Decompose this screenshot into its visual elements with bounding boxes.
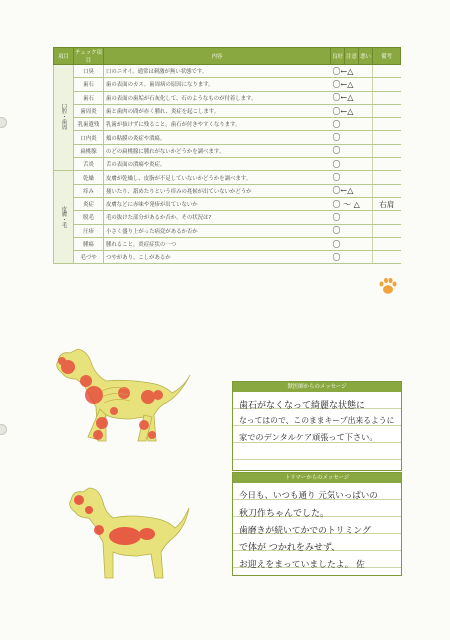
check-remark <box>373 104 401 117</box>
check-result-mark: 〇 <box>331 171 373 184</box>
check-item-description: 歯と歯肉の間が赤く腫れ、炎症を起こします。 <box>104 104 331 117</box>
check-item-name: 歯周炎 <box>74 104 104 117</box>
table-row <box>54 211 401 224</box>
check-item-description: 歯の表面のカス。歯周病の原因になります。 <box>104 78 331 91</box>
check-item-name: 歯石 <box>74 78 104 91</box>
header-check-item: チェック項目 <box>74 48 104 65</box>
table-row <box>54 197 401 210</box>
health-checklist-table <box>53 47 401 264</box>
check-remark <box>373 91 401 104</box>
check-remark <box>373 184 401 197</box>
check-item-description: 舌の表面の潰瘍や炎症。 <box>104 158 331 171</box>
check-item-name: 毛づや <box>74 251 104 264</box>
table-row <box>54 158 401 171</box>
check-item-name: 脱毛 <box>74 211 104 224</box>
table-row <box>54 144 401 157</box>
check-remark <box>373 158 401 171</box>
category-cell <box>54 65 74 171</box>
header-content: 内容 <box>104 48 331 65</box>
check-item-description: 腫れること。炎症症状の一つ <box>104 237 331 250</box>
category-label: 皮膚・毛 <box>60 205 67 228</box>
vet-message-line-1: 歯石がなくなって綺麗な状態に <box>239 401 366 411</box>
check-remark <box>373 224 401 237</box>
check-remark <box>373 65 401 78</box>
check-item-name: 舌炎 <box>74 158 104 171</box>
check-result-mark: 〇 <box>331 224 373 237</box>
trimmer-message-box <box>232 472 402 576</box>
category-cell <box>54 171 74 264</box>
check-item-name: 痒み <box>74 184 104 197</box>
binder-hole-top <box>0 117 7 128</box>
table-header-row <box>54 48 401 65</box>
check-result-mark: 〇 <box>331 144 373 157</box>
header-remarks: 備考 <box>373 48 401 65</box>
category-label: 口腔・歯周 <box>60 103 67 131</box>
table-row <box>54 251 401 264</box>
dog-diagram-organs <box>55 482 195 592</box>
table-row <box>54 184 401 197</box>
dog-diagram-body <box>40 345 200 460</box>
check-result-mark: 〇 <box>331 158 373 171</box>
table-row <box>54 65 401 78</box>
vet-message-box <box>232 381 402 471</box>
trimmer-message-line-3: 歯磨きが続いてかでのトリミング <box>239 526 371 536</box>
header-good: 良好 <box>331 48 345 65</box>
header-bad: 悪い <box>359 48 373 65</box>
table-row <box>54 104 401 117</box>
check-item-description: 毛の抜けた部分があるか否か。その状況は? <box>104 211 331 224</box>
trimmer-message-line-5: お迎えをまっていましたよ。 佐 <box>239 560 365 570</box>
check-result-mark: 〇←△ <box>331 78 373 91</box>
check-item-description: つやがあり、こしがあるか <box>104 251 331 264</box>
header-caution: 注意 <box>345 48 359 65</box>
check-result-mark: 〇 <box>331 251 373 264</box>
check-item-name: 口臭 <box>74 65 104 78</box>
check-item-description: 皮膚が乾燥し、皮脂が不足していないかどうかを調べます。 <box>104 171 331 184</box>
trimmer-message-header: トリマーからのメッセージ <box>233 473 401 483</box>
check-result-mark: 〇 〜 △ <box>331 197 373 210</box>
check-item-name: 扁桃腺 <box>74 144 104 157</box>
check-result-mark: 〇←△ <box>331 65 373 78</box>
check-result-mark: 〇←△ <box>331 104 373 117</box>
check-result-mark: 〇 <box>331 237 373 250</box>
check-item-name: 炎症 <box>74 197 104 210</box>
check-item-description: 小さく盛り上がった病変があるか否か <box>104 224 331 237</box>
check-remark: 右肩 <box>373 197 401 210</box>
check-item-name: 乾燥 <box>74 171 104 184</box>
trimmer-message-line-2: 秋刀作ちゃんでした。 <box>239 509 330 519</box>
check-result-mark: 〇 <box>331 118 373 131</box>
check-remark <box>373 144 401 157</box>
check-item-description: 頬の粘膜の炎症や潰瘍。 <box>104 131 331 144</box>
paw-icon <box>378 277 398 295</box>
table-row <box>54 237 401 250</box>
binder-hole-bottom <box>0 424 7 435</box>
check-item-name: 圧疹 <box>74 224 104 237</box>
trimmer-message-line-1: 今日も、いつも通り 元気いっぱいの <box>239 491 378 501</box>
check-item-name: 腫瘍 <box>74 237 104 250</box>
vet-message-line-3: 家でのデンタルケア頑張って下さい。 <box>239 432 378 442</box>
check-result-mark: 〇←△ <box>331 91 373 104</box>
table-row <box>54 118 401 131</box>
header-category: 項目 <box>54 48 74 65</box>
check-result-mark: 〇 <box>331 131 373 144</box>
check-item-description: 歯の表面の歯垢が石灰化して、石のようなものが付着します。 <box>104 91 331 104</box>
table-row <box>54 131 401 144</box>
trimmer-message-line-4: で体が つかれをみせず、 <box>239 543 341 553</box>
check-remark <box>373 211 401 224</box>
check-item-description: 掻いたり、舐めたりという痒みの兆候が出ていないかどうか <box>104 184 331 197</box>
vet-message-line-2: なってはので、このままキープ出来るように <box>239 416 395 425</box>
check-remark <box>373 251 401 264</box>
check-remark <box>373 118 401 131</box>
check-item-name: 口内炎 <box>74 131 104 144</box>
check-result-mark: 〇 <box>331 211 373 224</box>
vet-message-header: 獣医師からのメッセージ <box>233 382 401 392</box>
table-row <box>54 91 401 104</box>
table-row <box>54 224 401 237</box>
check-remark <box>373 171 401 184</box>
check-item-description: 乳歯が抜けずに残ること。歯石が付きやすくなります。 <box>104 118 331 131</box>
check-result-mark: 〇←△ <box>331 184 373 197</box>
check-remark <box>373 78 401 91</box>
check-remark <box>373 131 401 144</box>
table-row <box>54 171 401 184</box>
check-item-description: のどの扁桃腺に腫れがないかどうかを調べます。 <box>104 144 331 157</box>
table-row <box>54 78 401 91</box>
check-item-description: 口のニオイ。通常は刺激が無い状態です。 <box>104 65 331 78</box>
check-item-description: 皮膚などに赤味や発疹が出ていないか <box>104 197 331 210</box>
check-remark <box>373 237 401 250</box>
check-item-name: 歯石 <box>74 91 104 104</box>
check-item-name: 乳歯遺残 <box>74 118 104 131</box>
